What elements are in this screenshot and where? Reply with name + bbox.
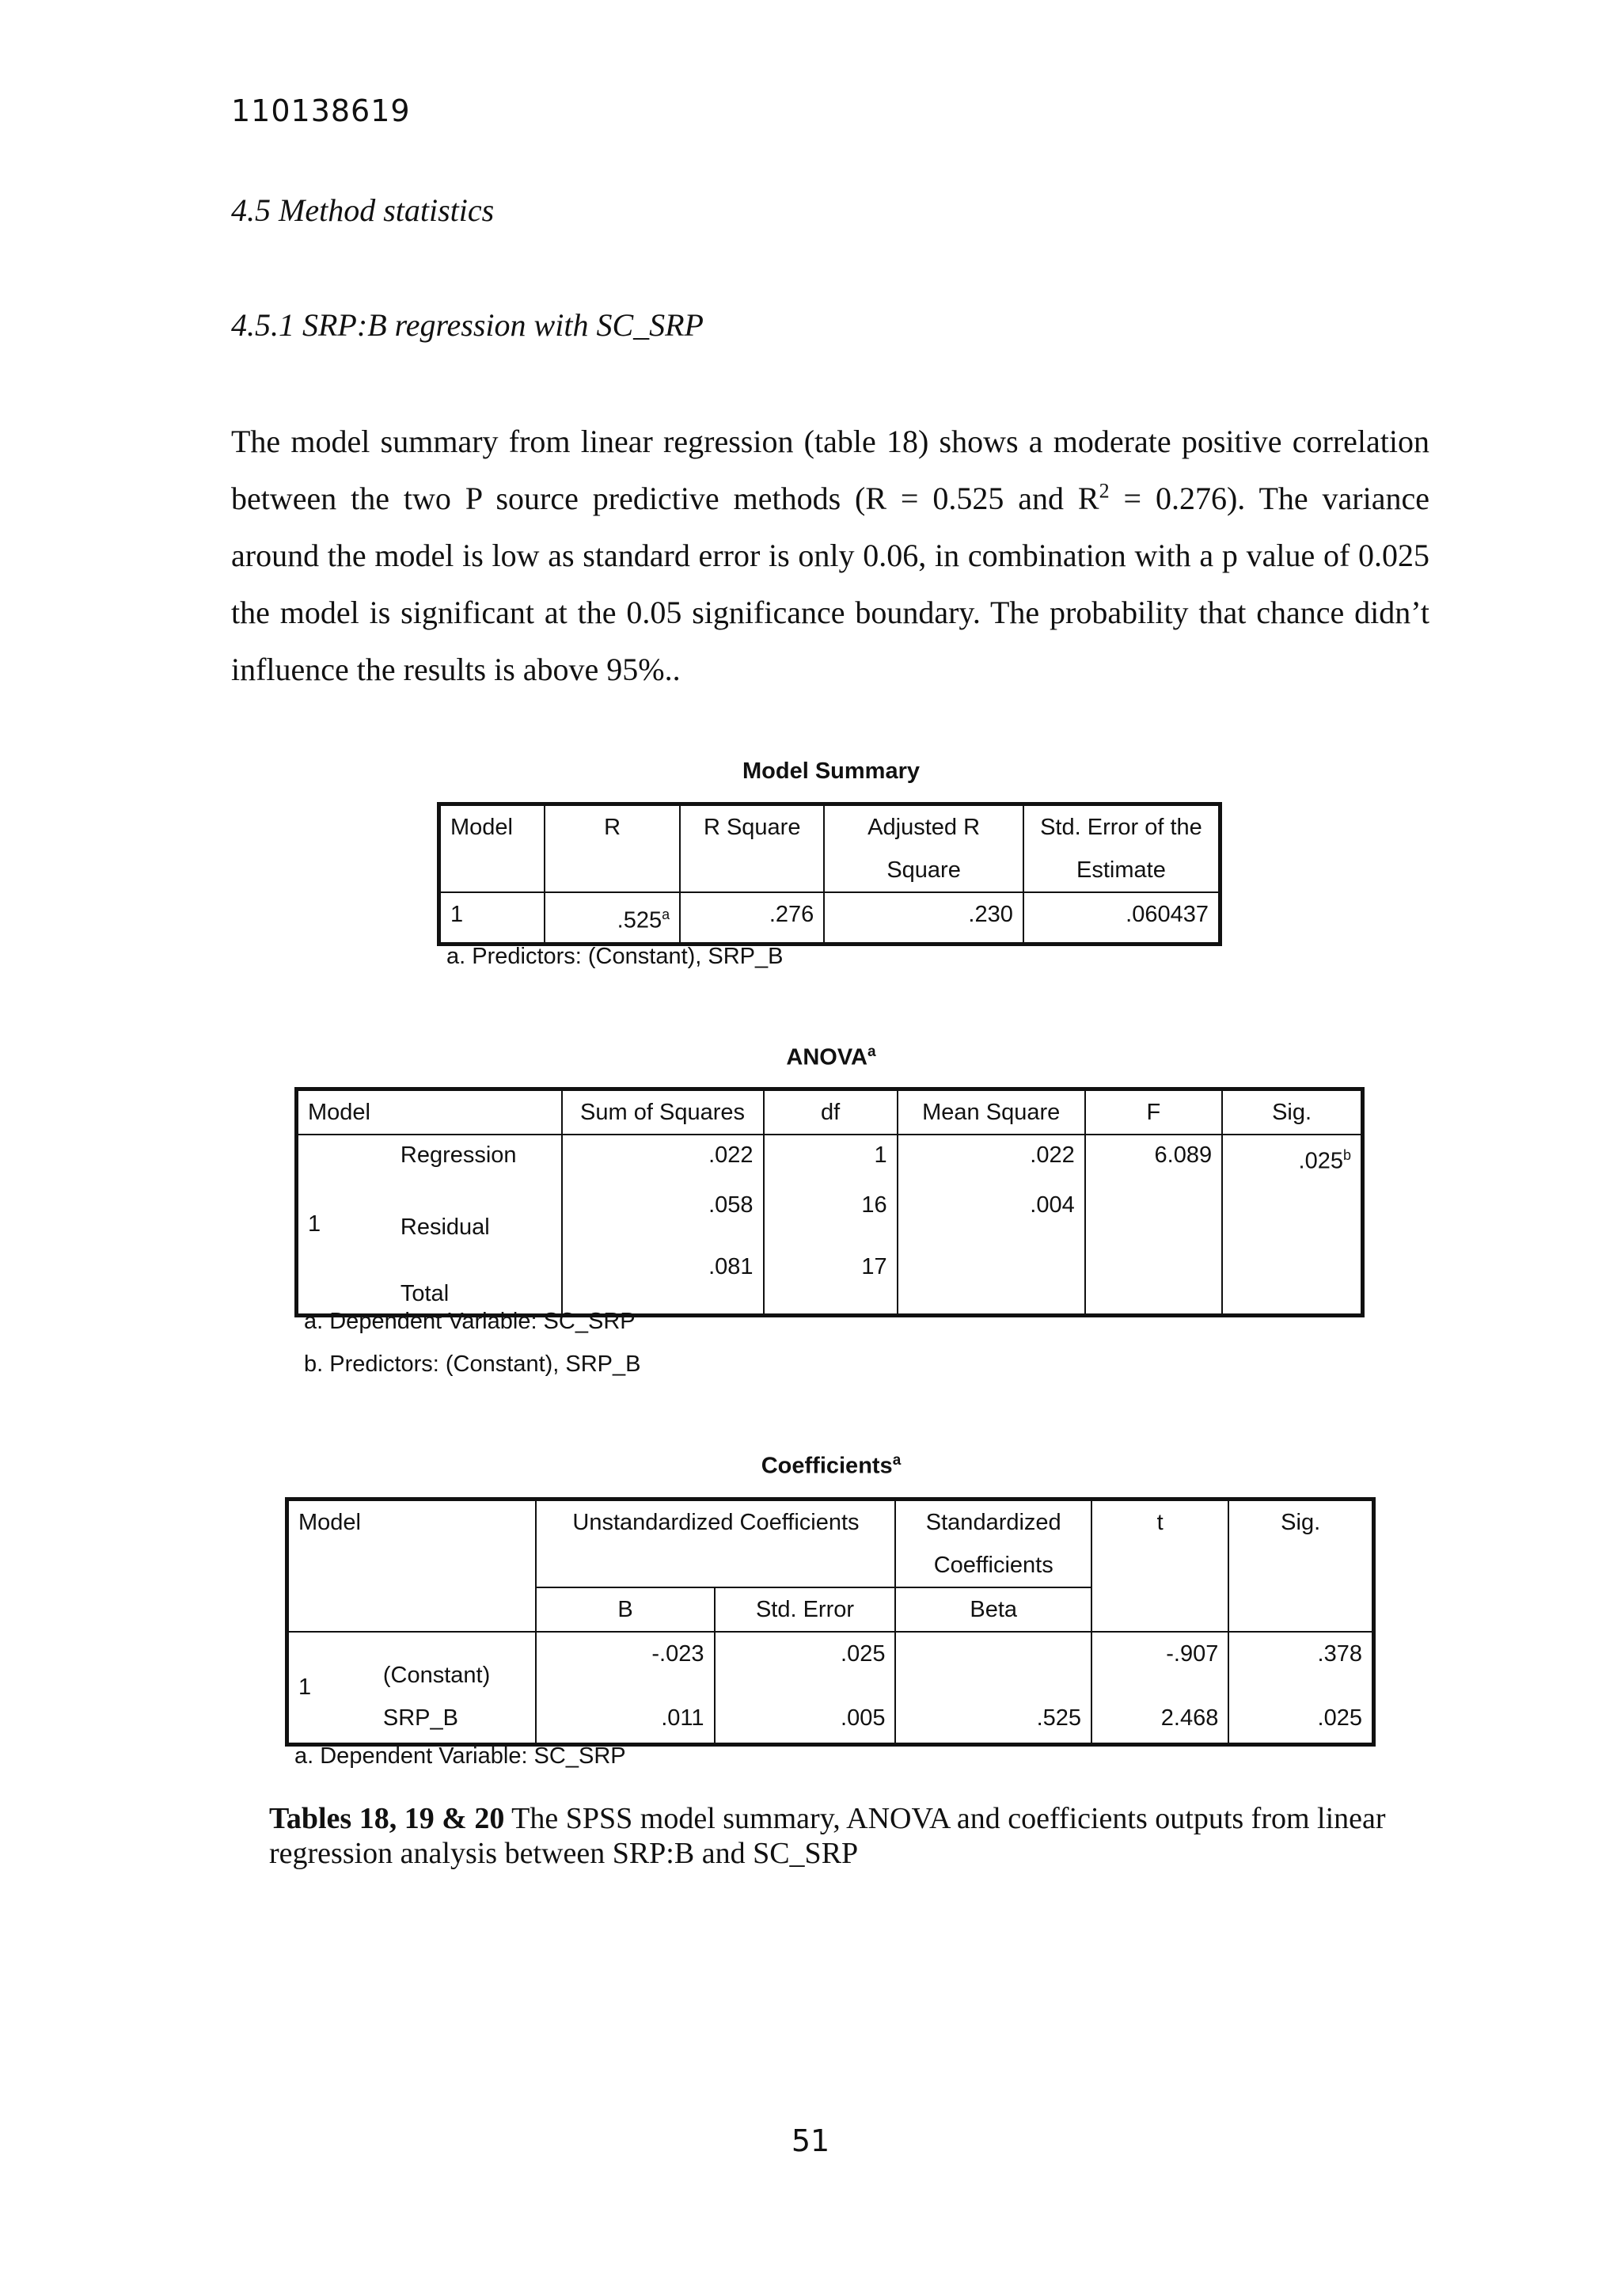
cell-b: -.023 xyxy=(536,1632,714,1697)
footnote-marker: a xyxy=(662,907,670,922)
header-text: Square xyxy=(886,857,961,883)
footnote-marker: a xyxy=(892,1452,902,1469)
header-model: Model xyxy=(297,1089,562,1135)
header-adjusted-r-square xyxy=(824,804,1023,893)
coefficients-title-text: Coefficients xyxy=(761,1453,893,1479)
anova-title xyxy=(435,1043,1227,1071)
table-row xyxy=(297,1185,1363,1247)
header-unstandardized: Unstandardized Coefficients xyxy=(536,1500,895,1588)
cell-model: 1 xyxy=(439,892,545,944)
paragraph-superscript: 2 xyxy=(1099,479,1110,503)
header-std-error xyxy=(1023,804,1220,893)
header-beta: Beta xyxy=(895,1587,1091,1632)
coefficients-footnote: a. Dependent Variable: SC_SRP xyxy=(294,1743,626,1769)
cell-value: .025 xyxy=(1298,1148,1343,1174)
cell-b: .011 xyxy=(536,1697,714,1744)
header-mean-square: Mean Square xyxy=(898,1089,1085,1135)
anova-table xyxy=(294,1087,1365,1317)
header-r-square: R Square xyxy=(680,804,824,893)
cell-mean-square: .004 xyxy=(898,1185,1085,1247)
table-row xyxy=(297,1135,1363,1185)
header-sig: Sig. xyxy=(1222,1089,1362,1135)
cell-value: .525 xyxy=(617,907,662,933)
header-sum-of-squares: Sum of Squares xyxy=(562,1089,764,1135)
header-text: Adjusted R xyxy=(867,815,981,840)
row-label-srp-b: SRP_B xyxy=(374,1697,537,1744)
cell-f: 6.089 xyxy=(1085,1135,1222,1185)
document-id: 110138619 xyxy=(231,93,411,128)
cell-df: 17 xyxy=(764,1247,898,1315)
footnote-marker: a xyxy=(867,1043,876,1060)
table-header-row xyxy=(287,1500,1374,1588)
anova-title-text: ANOVA xyxy=(786,1044,867,1070)
cell-sig xyxy=(1222,1185,1362,1247)
cell-sum-of-squares: .058 xyxy=(562,1185,764,1247)
cell-df: 16 xyxy=(764,1185,898,1247)
row-label-constant: (Constant) xyxy=(374,1632,537,1697)
coefficients-title xyxy=(435,1452,1227,1480)
cell-model-number: 1 xyxy=(287,1632,374,1744)
cell-r-square: .276 xyxy=(680,892,824,944)
cell-sig xyxy=(1222,1135,1362,1185)
cell-std-error: .025 xyxy=(715,1632,896,1697)
cell-sig: .025 xyxy=(1228,1697,1373,1744)
cell-sig xyxy=(1222,1247,1362,1315)
row-label-residual: Residual xyxy=(391,1185,562,1247)
cell-t: 2.468 xyxy=(1091,1697,1228,1744)
header-f: F xyxy=(1085,1089,1222,1135)
cell-df: 1 xyxy=(764,1135,898,1185)
footnote-marker: b xyxy=(1342,1147,1351,1163)
cell-std-error: .005 xyxy=(715,1697,896,1744)
cell-sum-of-squares: .081 xyxy=(562,1247,764,1315)
table-row xyxy=(297,1247,1363,1315)
cell-r xyxy=(545,892,680,944)
cell-f xyxy=(1085,1247,1222,1315)
caption-bold: Tables 18, 19 & 20 xyxy=(269,1802,505,1835)
anova-footnote-b: b. Predictors: (Constant), SRP_B xyxy=(304,1351,641,1377)
cell-sig: .378 xyxy=(1228,1632,1373,1697)
paragraph-text-1: The model summary from linear regression (table 18) shows a moderate positive correlation between the two P source predictive methods (R = 0.525 and R xyxy=(231,424,1429,516)
table-row xyxy=(287,1632,1374,1697)
header-text: Estimate xyxy=(1076,857,1166,883)
header-std-error: Std. Error xyxy=(715,1587,896,1632)
cell-t: -.907 xyxy=(1091,1632,1228,1697)
header-text: Standardized xyxy=(925,1510,1061,1535)
header-model: Model xyxy=(287,1500,537,1633)
model-summary-title: Model Summary xyxy=(742,758,920,784)
row-label-total: Total xyxy=(391,1247,562,1315)
cell-mean-square: .022 xyxy=(898,1135,1085,1185)
row-label-regression: Regression xyxy=(391,1135,562,1185)
page-number: 51 xyxy=(791,2123,830,2158)
table-caption xyxy=(269,1801,1409,1871)
header-r: R xyxy=(545,804,680,893)
coefficients-table xyxy=(285,1497,1376,1747)
header-model: Model xyxy=(439,804,545,893)
cell-sum-of-squares: .022 xyxy=(562,1135,764,1185)
cell-f xyxy=(1085,1185,1222,1247)
cell-std-error: .060437 xyxy=(1023,892,1220,944)
cell-adjusted-r-square: .230 xyxy=(824,892,1023,944)
table-row xyxy=(287,1697,1374,1744)
header-b: B xyxy=(536,1587,714,1632)
table-row xyxy=(439,892,1220,944)
cell-beta xyxy=(895,1632,1091,1697)
header-t: t xyxy=(1091,1500,1228,1633)
header-text: Coefficients xyxy=(933,1553,1053,1578)
caption-text: The SPSS model summary, ANOVA and coefficients outputs from linear regression analysis between SRP:B and SC_SRP xyxy=(269,1802,1386,1870)
table-header-row xyxy=(297,1089,1363,1135)
body-paragraph xyxy=(231,413,1429,698)
header-standardized xyxy=(895,1500,1091,1588)
anova-footnote-a: a. Dependent Variable: SC_SRP xyxy=(304,1309,636,1334)
model-summary-table xyxy=(437,802,1222,946)
section-heading: 4.5 Method statistics xyxy=(231,192,495,228)
header-sig: Sig. xyxy=(1228,1500,1373,1633)
model-summary-footnote: a. Predictors: (Constant), SRP_B xyxy=(446,944,784,969)
header-text: Std. Error of the xyxy=(1040,815,1202,840)
cell-beta: .525 xyxy=(895,1697,1091,1744)
cell-model-number: 1 xyxy=(297,1135,391,1315)
table-header-row xyxy=(439,804,1220,893)
subsection-heading: 4.5.1 SRP:B regression with SC_SRP xyxy=(231,307,704,343)
paragraph-text-2: = 0.276). The variance around the model is low as standard error is only 0.06, in combination with a p value of 0.025 the model is significant at the 0.05 significance boundary. The probability that chance didn’t influence the results is above 95%.. xyxy=(231,481,1430,687)
header-df: df xyxy=(764,1089,898,1135)
cell-mean-square xyxy=(898,1247,1085,1315)
